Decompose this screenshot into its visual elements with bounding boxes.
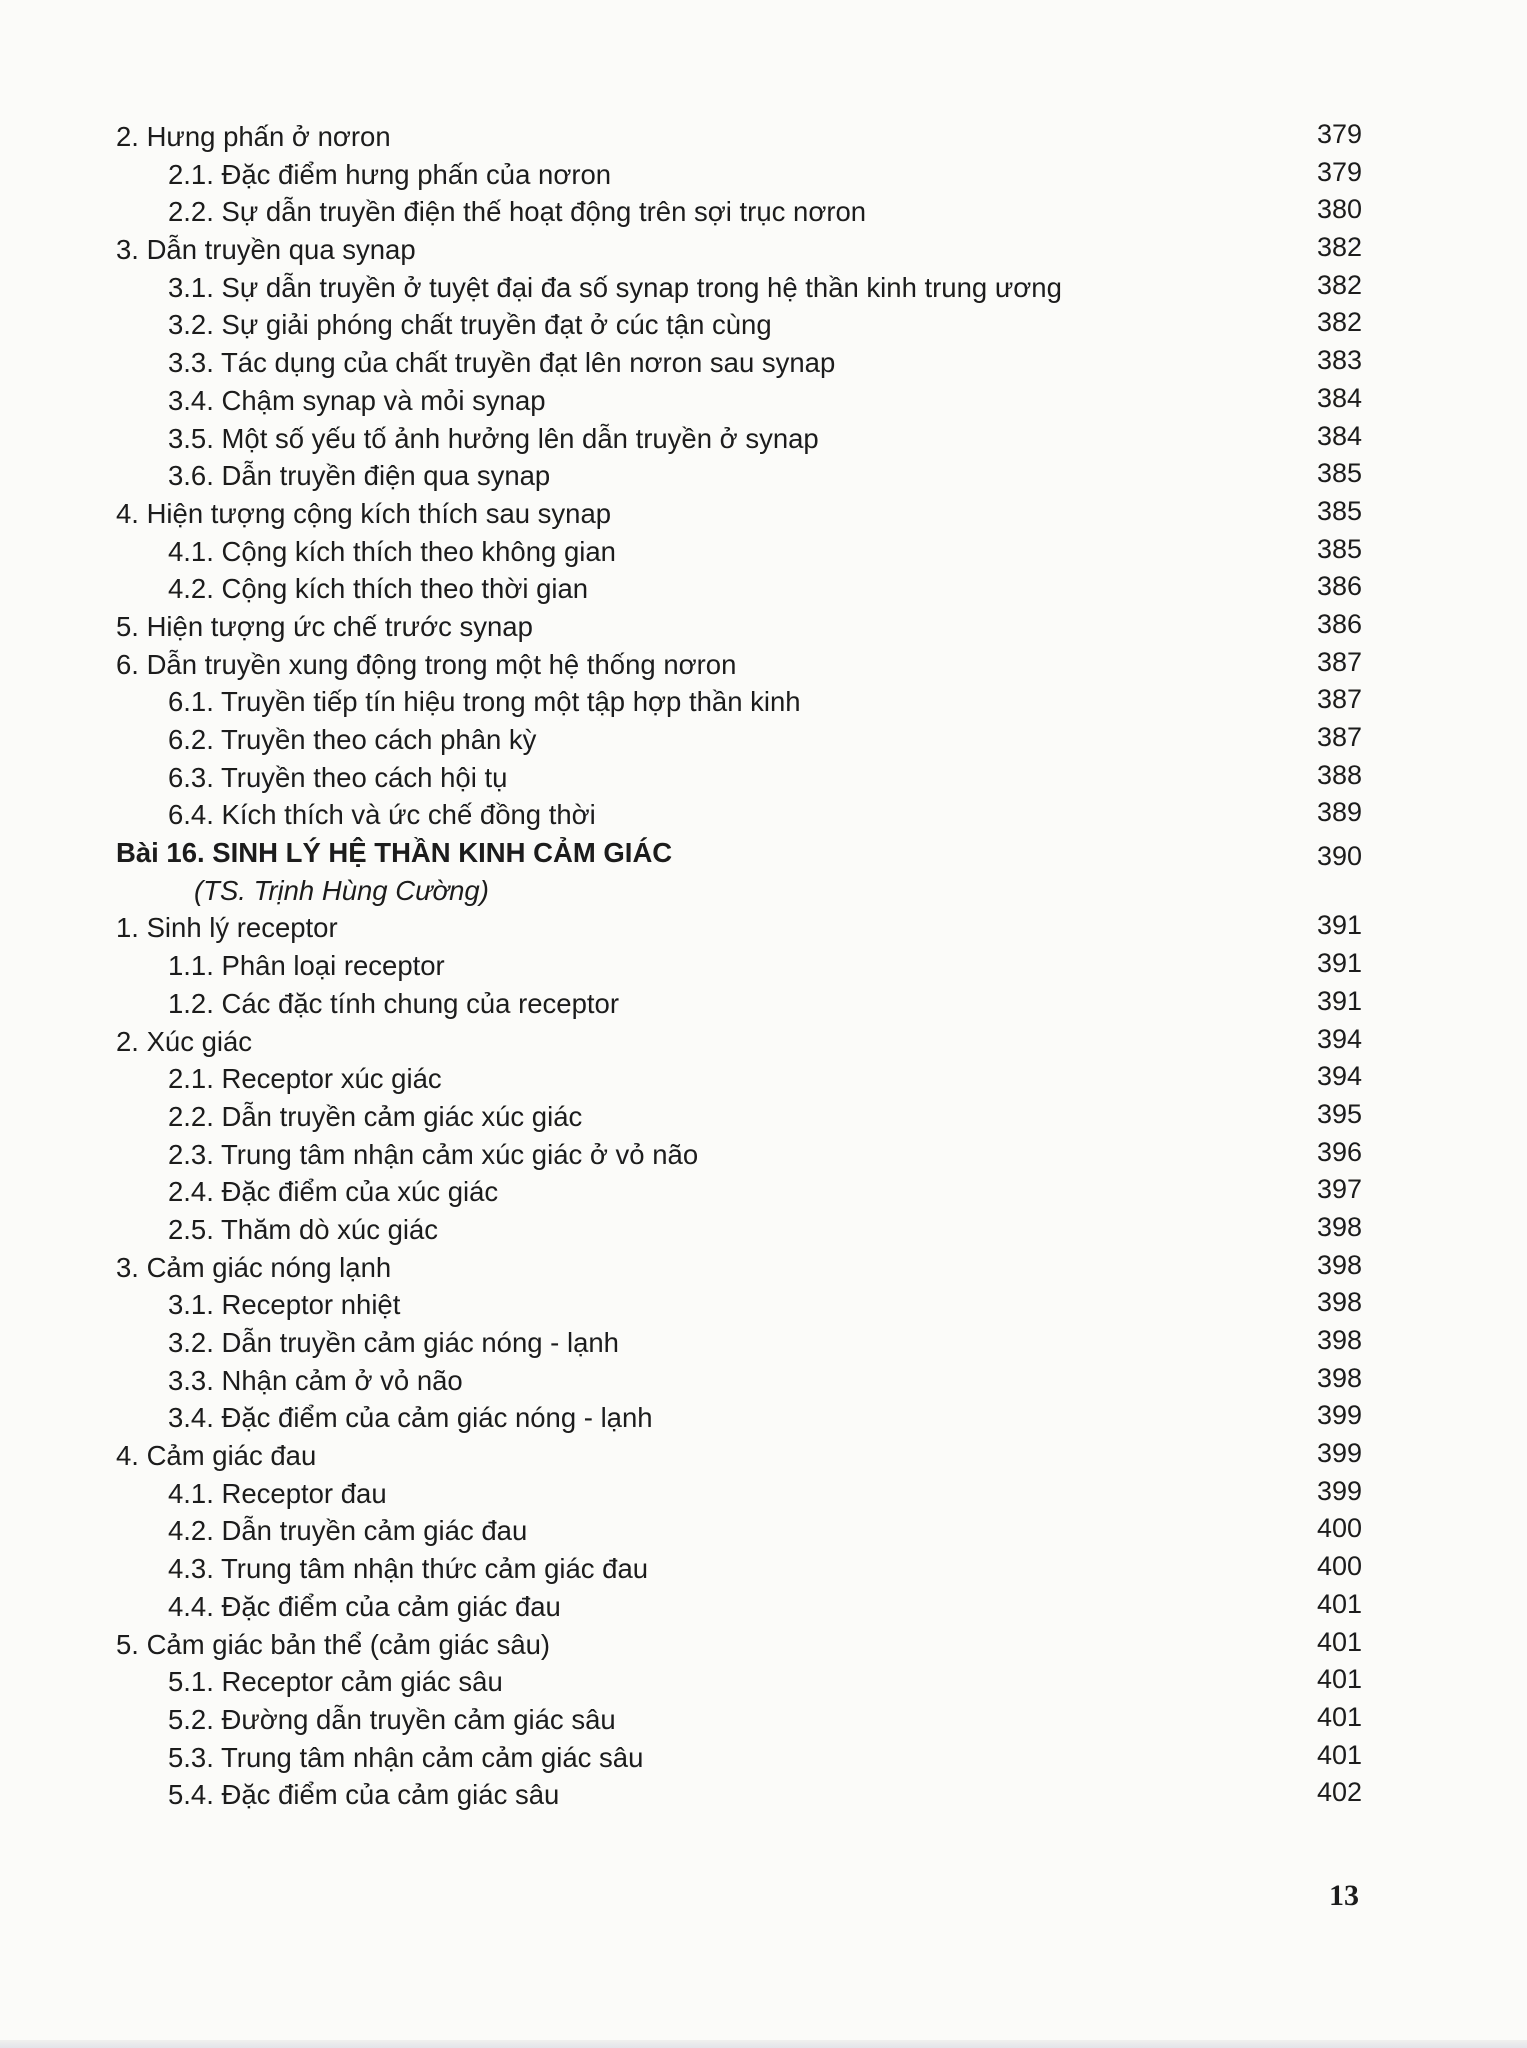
toc-entry (0, 1739, 1527, 1777)
toc-entry-page: 382 (1316, 307, 1362, 338)
toc-entry-page: 386 (1316, 608, 1362, 639)
toc-entry (0, 269, 1527, 307)
toc-entry (0, 1776, 1527, 1814)
toc-entry-page: 385 (1316, 495, 1362, 526)
toc-entry-page: 385 (1316, 533, 1362, 564)
toc-entry (0, 1324, 1527, 1362)
toc-entry (0, 1211, 1527, 1249)
toc-entry-label: 5. Cảm giác bản thể (cảm giác sâu) (116, 1628, 551, 1660)
toc-entry (0, 1588, 1527, 1626)
table-of-contents (0, 118, 1527, 1814)
toc-entry-label: 1.2. Các đặc tính chung của receptor (168, 987, 619, 1019)
toc-entry-page: 395 (1316, 1098, 1362, 1129)
toc-entry-page: 398 (1316, 1362, 1362, 1393)
toc-entry (0, 646, 1527, 684)
toc-entry (0, 495, 1527, 533)
toc-entry (0, 1136, 1527, 1174)
toc-entry (0, 382, 1527, 420)
toc-entry-label: 3.5. Một số yếu tố ảnh hưởng lên dẫn truyền ở synap (168, 422, 819, 454)
toc-author (0, 872, 1527, 910)
toc-entry (0, 759, 1527, 797)
toc-entry-label: 5.1. Receptor cảm giác sâu (168, 1666, 503, 1698)
toc-entry-page: 397 (1316, 1174, 1362, 1205)
toc-entry (0, 344, 1527, 382)
toc-entry-page: 401 (1316, 1701, 1362, 1732)
toc-entry-page: 400 (1316, 1551, 1362, 1582)
toc-entry-label: Bài 16. SINH LÝ HỆ THẦN KINH CẢM GIÁC (116, 837, 673, 869)
toc-entry-page: 398 (1316, 1211, 1362, 1242)
toc-entry-label: 2.2. Dẫn truyền cảm giác xúc giác (168, 1100, 583, 1132)
toc-entry-label: (TS. Trịnh Hùng Cường) (194, 874, 489, 906)
toc-entry-label: 4.1. Cộng kích thích theo không gian (168, 535, 616, 567)
toc-entry-label: 3.2. Dẫn truyền cảm giác nóng - lạnh (168, 1327, 619, 1358)
toc-entry-page: 401 (1316, 1739, 1362, 1770)
toc-entry (0, 306, 1527, 344)
toc-entry-label: 6.4. Kích thích và ức chế đồng thời (168, 799, 596, 831)
toc-entry-label: 4. Cảm giác đau (116, 1440, 317, 1472)
toc-entry-page: 387 (1316, 684, 1362, 715)
toc-entry-page: 396 (1316, 1136, 1362, 1167)
toc-entry-page: 385 (1316, 458, 1362, 489)
toc-entry-page: 399 (1316, 1438, 1362, 1469)
toc-entry-label: 2.4. Đặc điểm của xúc giác (168, 1176, 499, 1208)
toc-chapter-heading (0, 834, 1527, 872)
toc-entry-page: 401 (1316, 1588, 1362, 1619)
toc-entry-page: 391 (1316, 948, 1362, 979)
toc-entry-page: 380 (1316, 194, 1362, 225)
toc-entry (0, 420, 1527, 458)
toc-entry (0, 1362, 1527, 1400)
toc-entry-page: 379 (1316, 156, 1362, 187)
scan-edge (0, 2040, 1527, 2048)
toc-entry (0, 683, 1527, 721)
toc-entry (0, 457, 1527, 495)
toc-entry-label: 3.1. Sự dẫn truyền ở tuyệt đại đa số synap trong hệ thần kinh trung ương (168, 271, 1062, 303)
toc-entry (0, 947, 1527, 985)
toc-entry-page: 399 (1316, 1475, 1362, 1506)
toc-entry-label: 5.4. Đặc điểm của cảm giác sâu (168, 1779, 560, 1811)
toc-entry-page: 384 (1316, 420, 1362, 451)
toc-entry-label: 3. Dẫn truyền qua synap (116, 234, 416, 266)
toc-entry-page: 391 (1316, 985, 1362, 1016)
toc-entry (0, 231, 1527, 269)
toc-entry-label: 4.4. Đặc điểm của cảm giác đau (168, 1590, 561, 1622)
toc-entry-label: 2.1. Đặc điểm hưng phấn của nơron (168, 158, 612, 190)
toc-entry-page: 391 (1316, 910, 1362, 941)
toc-entry (0, 1550, 1527, 1588)
toc-entry (0, 1399, 1527, 1437)
toc-entry (0, 1023, 1527, 1061)
toc-entry (0, 1663, 1527, 1701)
toc-entry (0, 193, 1527, 231)
toc-entry-label: 4.1. Receptor đau (168, 1477, 387, 1509)
toc-entry-page: 390 (1316, 841, 1362, 872)
toc-entry-page: 388 (1316, 759, 1362, 790)
toc-entry-label: 5.2. Đường dẫn truyền cảm giác sâu (168, 1703, 616, 1735)
toc-entry-page: 389 (1316, 797, 1362, 828)
toc-entry-label: 6.3. Truyền theo cách hội tụ (168, 761, 508, 793)
toc-entry-label: 6. Dẫn truyền xung động trong một hệ thống nơron (116, 648, 737, 680)
toc-entry-page: 386 (1316, 571, 1362, 602)
toc-entry-label: 4.2. Dẫn truyền cảm giác đau (168, 1515, 528, 1547)
toc-entry-page: 383 (1316, 345, 1362, 376)
toc-entry-page: 401 (1316, 1664, 1362, 1695)
toc-entry (0, 156, 1527, 194)
toc-entry (0, 1626, 1527, 1664)
toc-entry-page: 394 (1316, 1061, 1362, 1092)
toc-entry-page: 382 (1316, 232, 1362, 263)
toc-entry-page: 379 (1316, 119, 1362, 149)
toc-entry-label: 3.3. Nhận cảm ở vỏ não (168, 1364, 463, 1396)
toc-entry-label: 4.2. Cộng kích thích theo thời gian (168, 573, 589, 605)
toc-entry-label: 3.6. Dẫn truyền điện qua synap (168, 460, 551, 492)
toc-entry (0, 1173, 1527, 1211)
toc-entry-page: 387 (1316, 722, 1362, 752)
toc-entry-label: 5. Hiện tượng ức chế trước synap (116, 610, 533, 642)
toc-entry (0, 985, 1527, 1023)
toc-entry (0, 1098, 1527, 1136)
toc-entry-label: 3.1. Receptor nhiệt (168, 1289, 401, 1321)
toc-entry-page: 398 (1316, 1287, 1362, 1318)
toc-entry-label: 4. Hiện tượng cộng kích thích sau synap (116, 497, 612, 529)
toc-entry-label: 6.2. Truyền theo cách phân kỳ (168, 724, 537, 755)
toc-entry-label: 3. Cảm giác nóng lạnh (116, 1251, 392, 1283)
toc-entry-label: 2.3. Trung tâm nhận cảm xúc giác ở vỏ não (168, 1138, 699, 1170)
toc-entry-label: 3.3. Tác dụng của chất truyền đạt lên nơron sau synap (168, 347, 836, 379)
toc-entry-page: 400 (1316, 1513, 1362, 1544)
toc-entry (0, 909, 1527, 947)
toc-entry (0, 570, 1527, 608)
toc-entry-label: 4.3. Trung tâm nhận thức cảm giác đau (168, 1553, 649, 1585)
toc-entry-label: 5.3. Trung tâm nhận cảm cảm giác sâu (168, 1741, 644, 1773)
toc-entry-page: 384 (1316, 382, 1362, 413)
toc-entry (0, 721, 1527, 759)
toc-entry-label: 3.2. Sự giải phóng chất truyền đạt ở cúc tận cùng (168, 309, 772, 341)
toc-entry-label: 3.4. Đặc điểm của cảm giác nóng - lạnh (168, 1402, 653, 1434)
toc-entry (0, 1701, 1527, 1739)
toc-entry-label: 2. Xúc giác (116, 1025, 253, 1057)
toc-entry (0, 1286, 1527, 1324)
toc-entry-page: 398 (1316, 1325, 1362, 1355)
page-number: 13 (1329, 1879, 1359, 1912)
toc-entry-page: 401 (1316, 1626, 1362, 1657)
toc-entry-page: 398 (1316, 1249, 1362, 1280)
toc-entry (0, 1060, 1527, 1098)
toc-entry (0, 533, 1527, 571)
toc-entry-page: 382 (1316, 269, 1362, 300)
toc-entry-label: 2. Hưng phấn ở nơron (116, 121, 391, 152)
toc-entry-label: 2.1. Receptor xúc giác (168, 1063, 442, 1095)
toc-entry-label: 6.1. Truyền tiếp tín hiệu trong một tập hợp thần kinh (168, 686, 801, 718)
toc-entry (0, 796, 1527, 834)
toc-entry-page: 394 (1316, 1023, 1362, 1054)
toc-entry-label: 1.1. Phân loại receptor (168, 950, 445, 982)
toc-entry-page: 387 (1316, 646, 1362, 677)
toc-entry-label: 1. Sinh lý receptor (116, 912, 338, 944)
toc-entry (0, 1437, 1527, 1475)
toc-entry-label: 2.2. Sự dẫn truyền điện thế hoạt động trên sợi trục nơron (168, 196, 867, 228)
toc-entry (0, 1249, 1527, 1287)
toc-entry (0, 1475, 1527, 1513)
toc-entry-page: 402 (1316, 1777, 1362, 1808)
toc-entry (0, 608, 1527, 646)
toc-entry-page: 399 (1316, 1400, 1362, 1431)
toc-entry-label: 2.5. Thăm dò xúc giác (168, 1213, 439, 1245)
toc-entry (0, 1512, 1527, 1550)
toc-entry-label: 3.4. Chậm synap và mỏi synap (168, 384, 546, 416)
toc-entry (0, 118, 1527, 156)
